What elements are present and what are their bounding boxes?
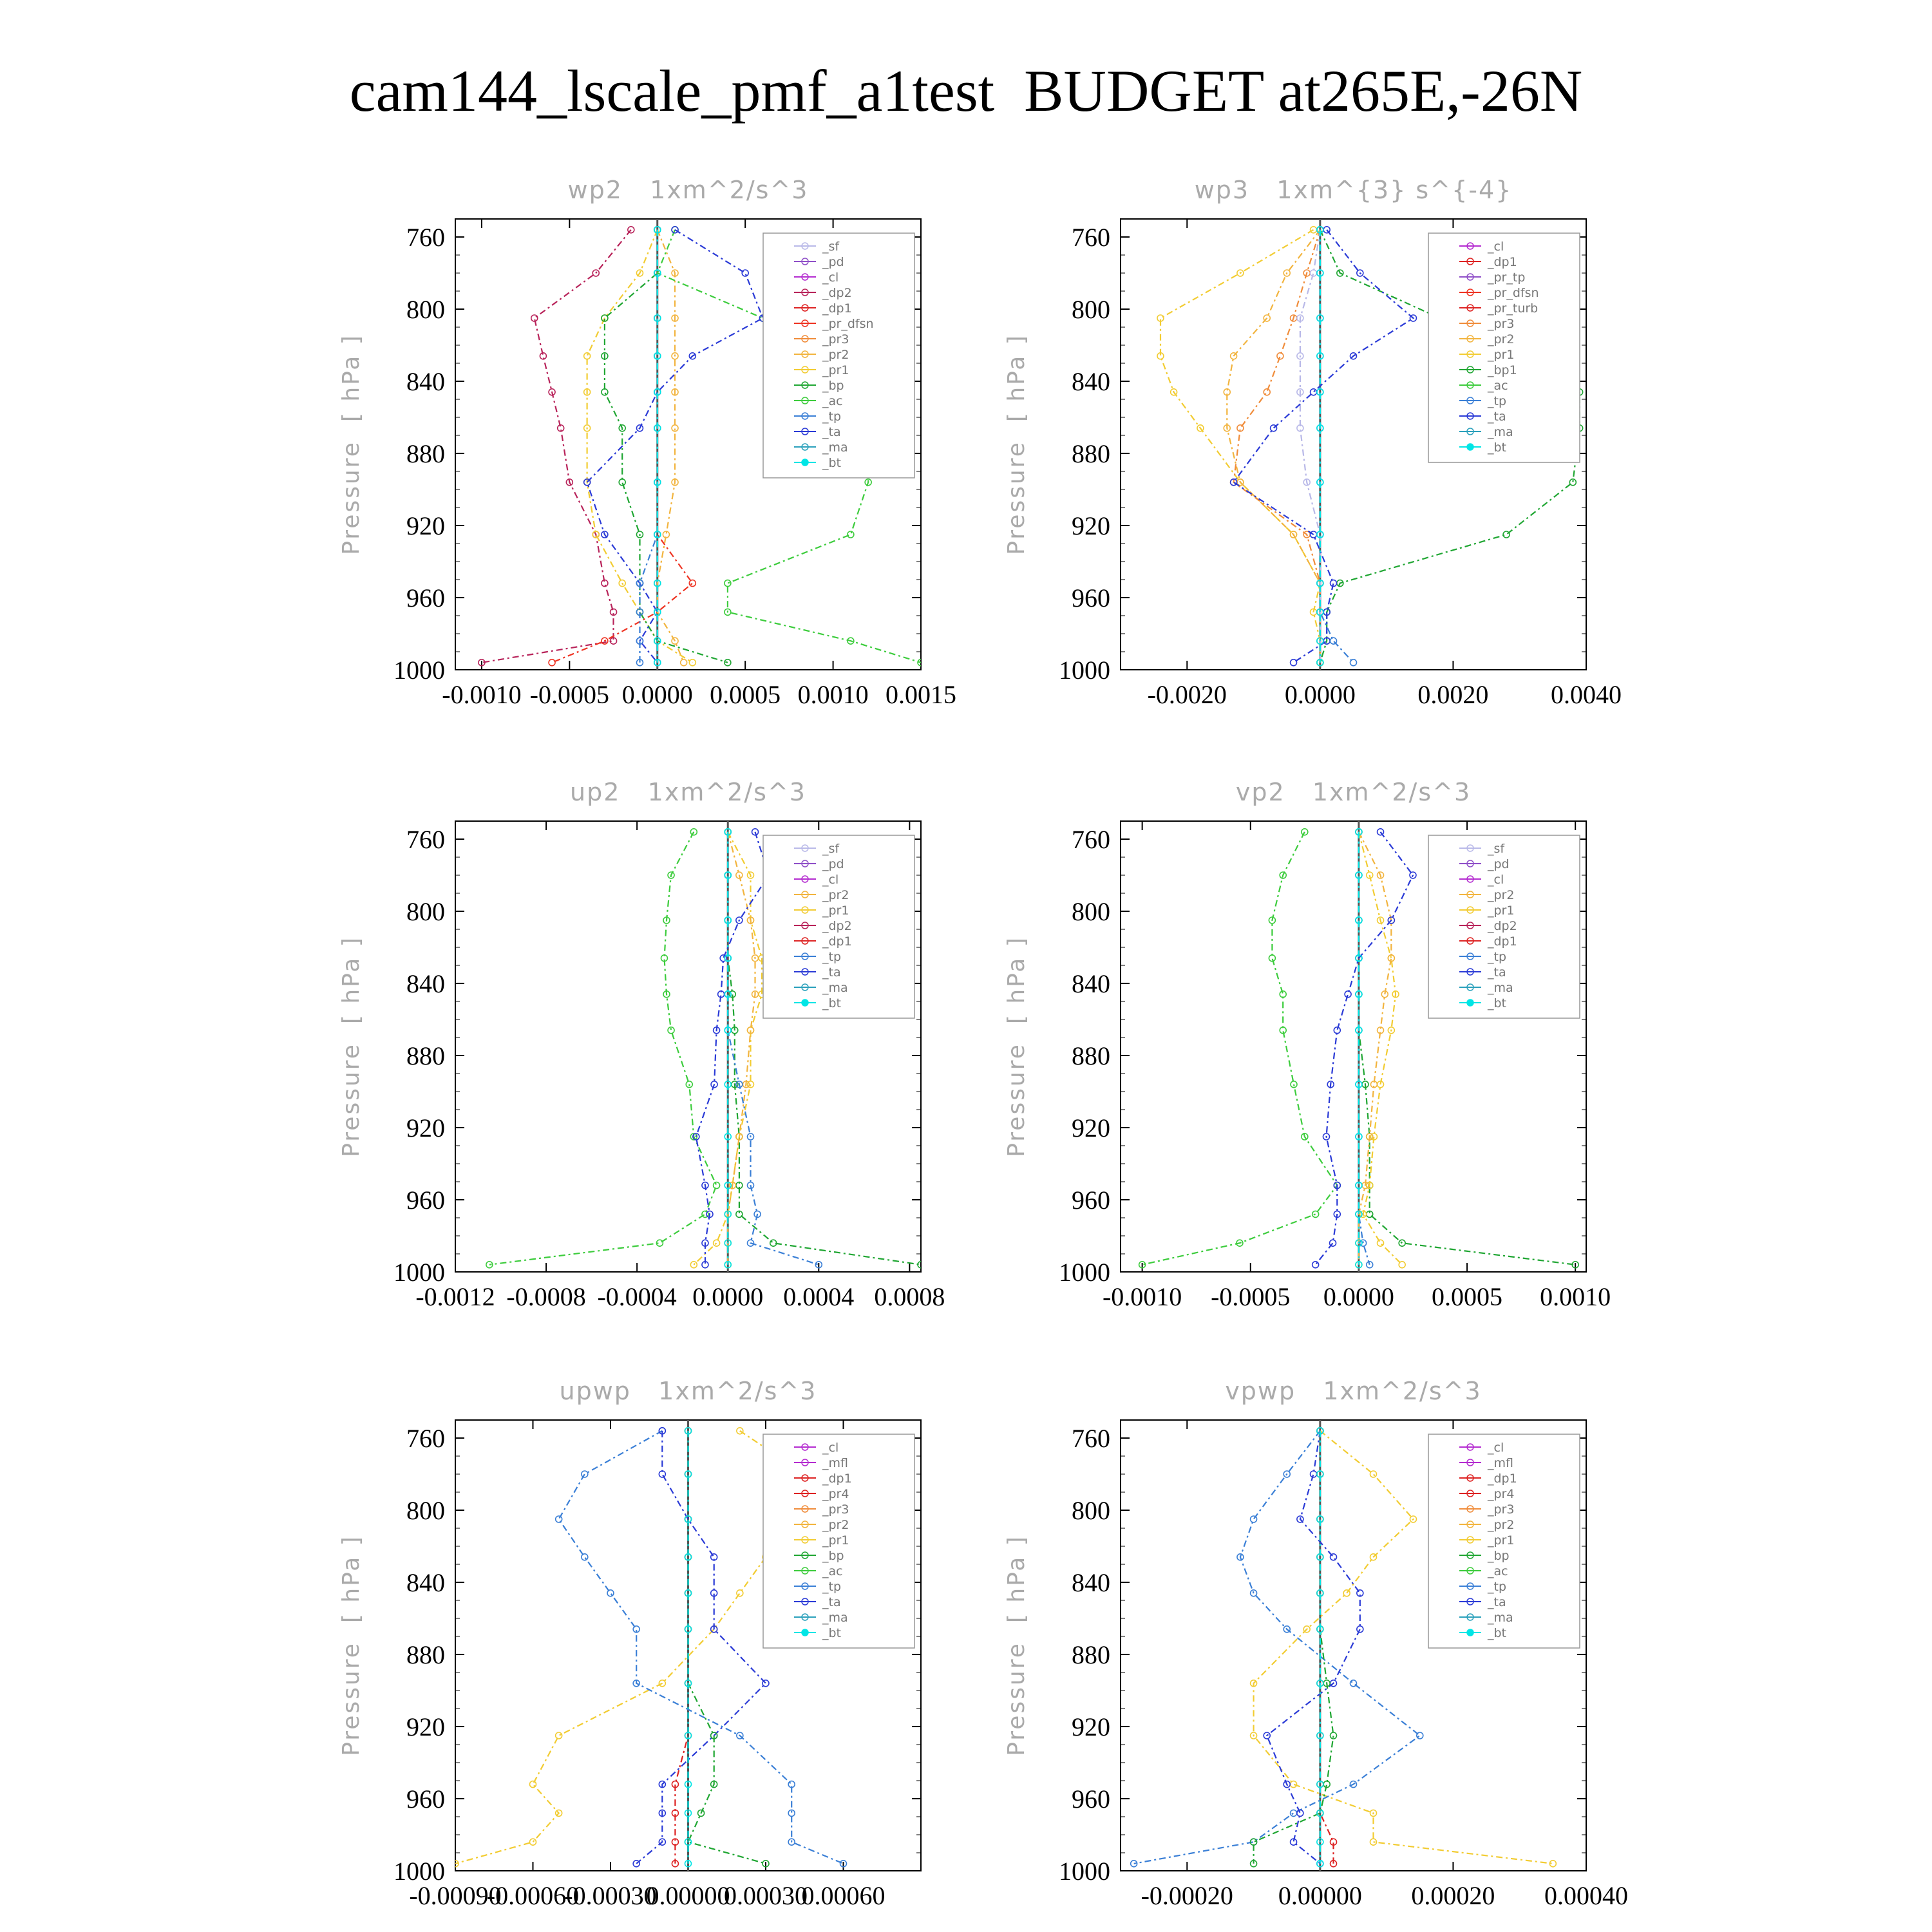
legend-label: _dp2 — [1488, 919, 1517, 933]
data-point_ta — [742, 270, 748, 276]
x-tick-label: 0.0015 — [886, 680, 956, 709]
data-point_tp — [1331, 638, 1337, 644]
chart-panel-5 — [338, 1377, 921, 1910]
series-line_pr2 — [1227, 230, 1320, 663]
y-tick-label: 840 — [406, 969, 445, 998]
legend-label: _bt — [1488, 1626, 1507, 1640]
data-point_pr1 — [737, 1590, 743, 1596]
y-tick-label: 840 — [1072, 367, 1110, 396]
y-tick-label: 760 — [1072, 1424, 1110, 1453]
y-tick-label: 960 — [406, 1785, 445, 1814]
series-line_pr1 — [455, 1431, 804, 1864]
y-tick-label: 920 — [1072, 1712, 1110, 1741]
data-point_dp2 — [628, 227, 634, 233]
data-point_tp — [556, 1516, 562, 1522]
y-tick-label: 760 — [406, 825, 445, 854]
data-point_pr1 — [530, 1781, 536, 1788]
y-tick-label: 760 — [1072, 825, 1110, 854]
data-point_ta — [1271, 425, 1277, 431]
y-tick-label: 840 — [1072, 969, 1110, 998]
data-point_tp — [1350, 1680, 1357, 1687]
data-point_dp1 — [714, 1182, 720, 1189]
data-point_pr1 — [1291, 1781, 1297, 1788]
legend-label: _ta — [822, 965, 841, 980]
data-point_pr3 — [1277, 353, 1283, 359]
legend-label: _bp1 — [1488, 363, 1517, 377]
legend-marker — [802, 1629, 808, 1636]
legend-label: _dp1 — [822, 934, 852, 949]
legend-label: _pr2 — [1488, 332, 1515, 346]
series-line_dp1 — [675, 1431, 688, 1864]
y-tick-label: 880 — [406, 1041, 445, 1070]
y-tick-label: 960 — [406, 1186, 445, 1215]
legend-label: _bt — [822, 996, 842, 1010]
y-tick-label: 880 — [406, 1640, 445, 1669]
legend-label: _bp — [1488, 1549, 1510, 1563]
legend-label: _mfl — [1488, 1456, 1513, 1470]
data-point_pr2 — [681, 659, 687, 666]
y-tick-label: 1000 — [1059, 1258, 1110, 1287]
y-tick-label: 800 — [1072, 1496, 1110, 1525]
legend-label: _ma — [822, 981, 848, 995]
data-point_tp — [1417, 1732, 1423, 1739]
legend-label: _ac — [1488, 1564, 1508, 1578]
legend-label: _ta — [822, 1595, 841, 1609]
x-tick-label: -0.0005 — [1211, 1282, 1291, 1311]
x-tick-label: -0.00060 — [486, 1881, 580, 1910]
legend-label: _bp — [822, 1549, 844, 1563]
data-point_ta — [1357, 1626, 1363, 1633]
series-line_bp — [605, 230, 728, 663]
data-point_dp1 — [1302, 829, 1308, 835]
chart-panel-4 — [1003, 778, 1611, 1311]
legend-label: _dp1 — [1488, 255, 1517, 269]
data-point_tp — [582, 1471, 588, 1477]
legend-label: _pr3 — [1488, 1502, 1515, 1517]
y-tick-label: 880 — [406, 439, 445, 468]
y-tick-label: 960 — [1072, 1186, 1110, 1215]
data-point_pr1 — [1399, 1262, 1405, 1268]
legend-marker — [1467, 444, 1473, 450]
series-line_pr1 — [1359, 832, 1402, 1265]
legend-label: _dp2 — [822, 919, 852, 933]
y-tick-label: 920 — [406, 1712, 445, 1741]
y-tick-label: 1000 — [393, 656, 445, 685]
legend-label: _ta — [822, 425, 841, 439]
panel-title: vpwp 1xm^2/s^3 — [1225, 1377, 1482, 1405]
legend-label: _ma — [1488, 1611, 1513, 1625]
legend-label: _ta — [1488, 410, 1506, 424]
y-tick-label: 920 — [1072, 511, 1110, 540]
data-point_tp — [582, 1554, 588, 1560]
data-point_bp — [601, 389, 608, 395]
y-tick-label: 1000 — [1059, 1857, 1110, 1886]
legend-label: _pr_dfsn — [1488, 286, 1539, 300]
legend-label: _tp — [1488, 394, 1507, 408]
data-point_ac — [848, 531, 854, 538]
legend-label: _pr2 — [1488, 888, 1515, 902]
legend-marker — [1467, 999, 1473, 1006]
data-point_tp — [1291, 1810, 1297, 1816]
panel-title: wp3 1xm^{3} s^{-4} — [1194, 176, 1513, 204]
data-point_pr_dfsn — [689, 580, 696, 587]
chart-panel-2 — [1003, 176, 1622, 709]
x-tick-label: -0.0010 — [1102, 1282, 1182, 1311]
data-point_ta — [1297, 1810, 1303, 1816]
legend-label: _pd — [1488, 857, 1510, 871]
legend-label: _ac — [822, 394, 843, 408]
data-point_pr1 — [1370, 1471, 1376, 1477]
series-line_dp1 — [489, 832, 717, 1265]
legend-marker — [802, 459, 808, 466]
legend-label: _tp — [1488, 950, 1507, 964]
y-tick-label: 920 — [406, 511, 445, 540]
legend-label: _pr3 — [822, 1502, 849, 1517]
legend-label: _pr4 — [1488, 1487, 1515, 1501]
legend-label: _tp — [822, 1580, 842, 1594]
x-tick-label: 0.0000 — [1284, 680, 1356, 709]
legend-label: _dp1 — [822, 1472, 852, 1486]
legend-label: _pr3 — [822, 332, 849, 346]
y-tick-label: 960 — [1072, 583, 1110, 612]
y-tick-label: 760 — [406, 223, 445, 252]
data-point_ta — [1330, 1240, 1336, 1246]
y-tick-label: 840 — [406, 1568, 445, 1597]
legend-label: _pr1 — [1488, 1533, 1515, 1548]
legend-label: _sf — [1488, 842, 1505, 856]
legend-label: _ma — [822, 1611, 848, 1625]
y-tick-label: 800 — [406, 1496, 445, 1525]
data-point_ta — [1291, 659, 1297, 666]
legend-label: _tp — [822, 950, 842, 964]
legend-label: _pr4 — [822, 1487, 849, 1501]
data-point_pr1 — [689, 659, 696, 666]
x-tick-label: -0.00030 — [564, 1881, 657, 1910]
data-point_dp1 — [1312, 1211, 1319, 1217]
data-point_ac — [724, 580, 731, 587]
y-tick-label: 800 — [1072, 295, 1110, 324]
x-tick-label: 0.0000 — [692, 1282, 764, 1311]
panel-title: up2 1xm^2/s^3 — [570, 778, 806, 806]
x-tick-label: 0.0004 — [783, 1282, 855, 1311]
x-tick-label: -0.00090 — [409, 1881, 502, 1910]
legend-label: _ma — [822, 440, 848, 455]
legend-label: _bt — [1488, 996, 1507, 1010]
y-axis-label: Pressure [ hPa ] — [1003, 936, 1030, 1157]
series-line_bp — [688, 1431, 766, 1864]
x-tick-label: -0.0008 — [506, 1282, 586, 1311]
legend-label: _pr2 — [822, 888, 849, 902]
series-line_ta — [696, 832, 769, 1265]
y-axis-label: Pressure [ hPa ] — [1003, 334, 1030, 555]
series-line_dp1 — [1142, 832, 1338, 1265]
legend-label: _sf — [822, 842, 840, 856]
legend-label: _pr_dfsn — [822, 317, 874, 331]
legend-label: _cl — [1488, 873, 1504, 887]
legend-label: _bt — [1488, 440, 1507, 455]
y-tick-label: 840 — [1072, 1568, 1110, 1597]
data-point_tp — [1251, 1516, 1257, 1522]
figure-title: cam144_lscale_pmf_a1test BUDGET at265E,-26N — [349, 58, 1583, 124]
legend-label: _pr_tp — [1488, 270, 1526, 285]
legend-label: _pr2 — [1488, 1518, 1515, 1532]
y-tick-label: 920 — [1072, 1113, 1110, 1142]
legend-label: _pr_turb — [1488, 301, 1539, 316]
legend-label: _pr1 — [822, 363, 849, 377]
chart-panel-3 — [338, 778, 945, 1311]
y-tick-label: 760 — [1072, 223, 1110, 252]
data-point_ta — [1331, 1554, 1337, 1560]
y-tick-label: 880 — [1072, 439, 1110, 468]
data-point_pr1 — [714, 1240, 720, 1246]
x-tick-label: 0.0000 — [1323, 1282, 1394, 1311]
x-tick-label: 0.0010 — [797, 680, 869, 709]
legend-marker — [1467, 1629, 1473, 1636]
data-point_tp — [607, 1590, 614, 1596]
series-line_ta — [636, 1431, 766, 1864]
y-axis-label: Pressure [ hPa ] — [338, 334, 365, 555]
legend-label: _pd — [822, 255, 844, 269]
legend-label: _dp1 — [822, 301, 852, 316]
data-point_bp1 — [1569, 479, 1576, 486]
legend-label: _ma — [1488, 425, 1513, 439]
x-tick-label: 0.00040 — [1544, 1881, 1628, 1910]
data-point_tp — [1350, 659, 1357, 666]
series-line_tp — [1134, 1431, 1420, 1864]
x-tick-label: 0.00060 — [801, 1881, 886, 1910]
legend-label: _dp2 — [822, 286, 852, 300]
panel-title: vp2 1xm^2/s^3 — [1235, 778, 1472, 806]
legend-label: _cl — [1488, 240, 1504, 254]
legend-label: _pr1 — [1488, 348, 1515, 362]
x-tick-label: -0.0020 — [1147, 680, 1227, 709]
y-tick-label: 840 — [406, 367, 445, 396]
data-point_ta — [633, 1861, 639, 1867]
y-tick-label: 1000 — [393, 1857, 445, 1886]
legend-label: _bt — [822, 1626, 842, 1640]
legend-label: _cl — [1488, 1441, 1504, 1455]
data-point_pr1 — [1311, 227, 1317, 233]
legend-label: _ma — [1488, 981, 1513, 995]
y-tick-label: 800 — [1072, 897, 1110, 926]
legend-label: _tp — [822, 410, 842, 424]
x-tick-label: 0.00020 — [1411, 1881, 1495, 1910]
data-point_pr_dfsn — [549, 659, 555, 666]
data-point_dp1 — [690, 829, 697, 835]
legend-label: _cl — [822, 1441, 839, 1455]
y-axis-label: Pressure [ hPa ] — [1003, 1535, 1030, 1756]
legend-label: _pr1 — [822, 904, 849, 918]
legend-marker — [802, 999, 808, 1006]
x-tick-label: 0.0000 — [621, 680, 693, 709]
series-line_ta — [1316, 832, 1413, 1265]
chart-panel-6 — [1003, 1377, 1628, 1910]
legend-label: _pd — [822, 857, 844, 871]
legend-label: _cl — [822, 270, 839, 285]
y-axis-label: Pressure [ hPa ] — [338, 936, 365, 1157]
y-tick-label: 1000 — [1059, 656, 1110, 685]
y-tick-label: 920 — [406, 1113, 445, 1142]
y-tick-label: 1000 — [393, 1258, 445, 1287]
legend-label: _pr3 — [1488, 317, 1515, 331]
x-tick-label: 0.0040 — [1551, 680, 1622, 709]
y-tick-label: 800 — [406, 897, 445, 926]
y-tick-label: 880 — [1072, 1640, 1110, 1669]
x-tick-label: 0.00030 — [724, 1881, 808, 1910]
x-tick-label: -0.0012 — [415, 1282, 495, 1311]
series-line_tp — [1359, 832, 1370, 1265]
x-tick-label: -0.00020 — [1141, 1881, 1233, 1910]
series-line_pr2 — [658, 230, 684, 663]
legend-label: _ta — [1488, 1595, 1506, 1609]
data-point_pr3 — [1264, 389, 1270, 395]
series-line_dp2 — [482, 230, 631, 663]
x-tick-label: 0.0020 — [1417, 680, 1489, 709]
panel-title: wp2 1xm^2/s^3 — [567, 176, 809, 204]
y-tick-label: 800 — [406, 295, 445, 324]
data-point_pr1 — [1370, 1839, 1376, 1845]
y-tick-label: 760 — [406, 1424, 445, 1453]
series-line_tp — [1320, 230, 1354, 663]
legend-label: _ac — [1488, 379, 1508, 393]
data-point_pr1 — [530, 1839, 536, 1845]
legend-label: _sf — [822, 240, 840, 254]
legend-label: _dp1 — [1488, 934, 1517, 949]
data-point_ta — [762, 1680, 769, 1687]
x-tick-label: 0.0005 — [710, 680, 781, 709]
legend-label: _pr1 — [1488, 904, 1515, 918]
legend-label: _tp — [1488, 1580, 1507, 1594]
series-line_pr1 — [1160, 230, 1320, 663]
x-tick-label: 0.00000 — [1278, 1881, 1362, 1910]
legend-label: _pr2 — [822, 1518, 849, 1532]
legend-label: _bp — [822, 379, 844, 393]
data-point_ta — [1312, 1262, 1319, 1268]
legend-label: _bt — [822, 456, 842, 470]
y-axis-label: Pressure [ hPa ] — [338, 1535, 365, 1756]
series-line_ta — [1267, 1431, 1360, 1864]
data-point_pr1 — [1378, 1240, 1384, 1246]
chart-panel-1 — [338, 176, 956, 709]
legend-label: _ta — [1488, 965, 1506, 980]
y-tick-label: 960 — [1072, 1785, 1110, 1814]
legend-label: _dp1 — [1488, 1472, 1517, 1486]
y-tick-label: 880 — [1072, 1041, 1110, 1070]
legend-label: _cl — [822, 873, 839, 887]
x-tick-label: 0.00000 — [646, 1881, 730, 1910]
legend-label: _pr2 — [822, 348, 849, 362]
x-tick-label: -0.0005 — [529, 680, 610, 709]
series-line_pr2 — [1359, 832, 1391, 1265]
data-point_pr1 — [1343, 1590, 1350, 1596]
y-tick-label: 960 — [406, 583, 445, 612]
panel-title: upwp 1xm^2/s^3 — [559, 1377, 817, 1405]
legend-label: _pr1 — [822, 1533, 849, 1548]
data-point_pr1 — [584, 353, 591, 359]
data-point_ta — [1323, 227, 1330, 233]
data-point_pr1 — [556, 1732, 562, 1739]
data-point_ta — [1311, 389, 1317, 395]
x-tick-label: -0.0010 — [442, 680, 522, 709]
x-tick-label: 0.0010 — [1540, 1282, 1611, 1311]
legend-label: _ac — [822, 1564, 843, 1578]
x-tick-label: 0.0005 — [1432, 1282, 1503, 1311]
x-tick-label: -0.0004 — [597, 1282, 677, 1311]
legend-label: _mfl — [822, 1456, 848, 1470]
data-point_bp — [619, 479, 625, 486]
x-tick-label: 0.0008 — [874, 1282, 945, 1311]
